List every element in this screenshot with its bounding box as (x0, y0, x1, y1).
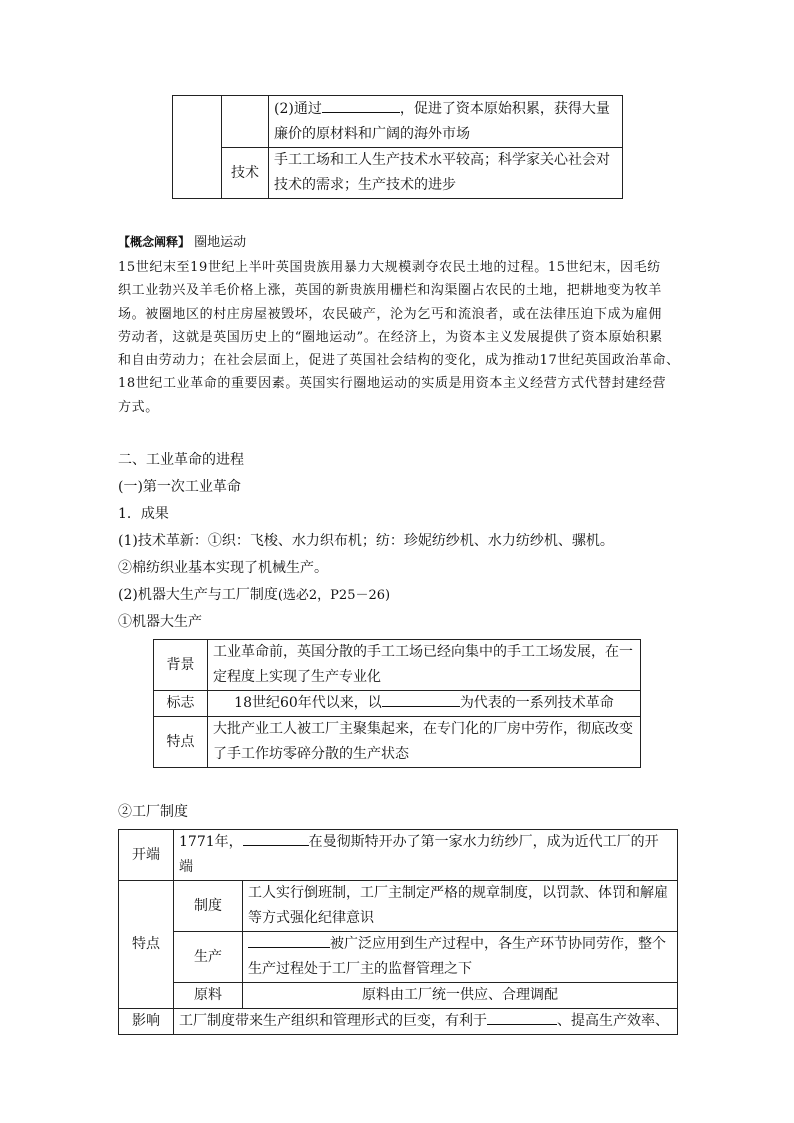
table-row: 特点 制度 工人实行倒班制，工厂主制定严格的规章制度，以罚款、体罚和解雇 等方式强化纪律意识 (119, 881, 678, 932)
subsection-heading: (一)第一次工业革命 (118, 479, 241, 495)
table-row: 标志 18世纪60年代以来，以 为代表的一系列技术革命 (154, 691, 641, 717)
tech-label: 技术 (222, 148, 269, 199)
answer-blank[interactable] (487, 1012, 557, 1025)
factory-system-heading: ②工厂制度 (118, 804, 188, 820)
item-heading: 1．成果 (118, 506, 169, 522)
concept-title: 【概念阐释】 圈地运动 (118, 235, 247, 250)
answer-blank[interactable] (382, 694, 460, 707)
factory-table (118, 829, 678, 1035)
table-row: 开端 1771年， 在曼彻斯特开办了第一家水力纺纱厂，成为近代工厂的开端 (119, 830, 678, 881)
top-table-row1: (2)通过 ，促进了资本原始积累，获得大量 廉价的原材料和广阔的海外市场 (269, 96, 623, 148)
table-row: 背景 工业革命前，英国分散的手工工场已经向集中的手工工场发展，在一 定程度上实现了生产专业化 (154, 640, 641, 691)
tech-innovation-line: (1)技术革新：①织：飞梭、水力织布机；纺：珍妮纺纱机、水力纺纱机、骡机。 (118, 533, 614, 549)
top-table (172, 95, 623, 199)
machine-heading: ①机器大生产 (118, 614, 202, 630)
cotton-line: ②棉纺织业基本实现了机械生产。 (118, 560, 328, 576)
factory-heading: (2)机器大生产与工厂制度(选必2，P25－26) (118, 587, 391, 603)
table-row: 影响 工厂制度带来生产组织和管理形式的巨变，有利于 、提高生产效率、 (119, 1009, 678, 1035)
machine-table (153, 639, 641, 768)
answer-blank[interactable] (248, 935, 330, 948)
section-heading: 二、工业革命的进程 (118, 452, 244, 468)
concept-paragraph: 15世纪末至19世纪上半叶英国贵族用暴力大规模剥夺农民土地的过程。15世纪末，因毛纺 织工业勃兴及羊毛价格上涨，英国的新贵族用栅栏和沟渠圈占农民的土地，把耕地变为牧羊 场。被圈地区的村庄房屋被毁坏，农民破产，沦为乞丐和流浪者，或在法律压迫下成为雇佣 劳动者，这就是英国历史上的“圈地运动”。在经济上，为资本主义发展提供了资本原始积累 和自由劳动力；在社会层面上，促进了英国社会结构的变化，成为推动17世纪英国政治革命、 18世纪工业革命的重要因素。英国实行圈地运动的实质是用资本主义经营方式代替封建经营 方式。 (118, 260, 680, 415)
answer-blank[interactable] (322, 100, 400, 113)
table-row: 原料 原料由工厂统一供应、合理调配 (119, 983, 678, 1009)
table-row: 特点 大批产业工人被工厂主聚集起来，在专门化的厂房中劳作，彻底改变 了手工作坊零碎分散的生产状态 (154, 717, 641, 768)
tech-content: 手工工场和工人生产技术水平较高；科学家关心社会对 技术的需求；生产技术的进步 (269, 148, 623, 199)
table-row: 生产 被广泛应用到生产过程中，各生产环节协同劳作，整个 生产过程处于工厂主的监督管理之下 (119, 932, 678, 983)
answer-blank[interactable] (243, 833, 309, 846)
